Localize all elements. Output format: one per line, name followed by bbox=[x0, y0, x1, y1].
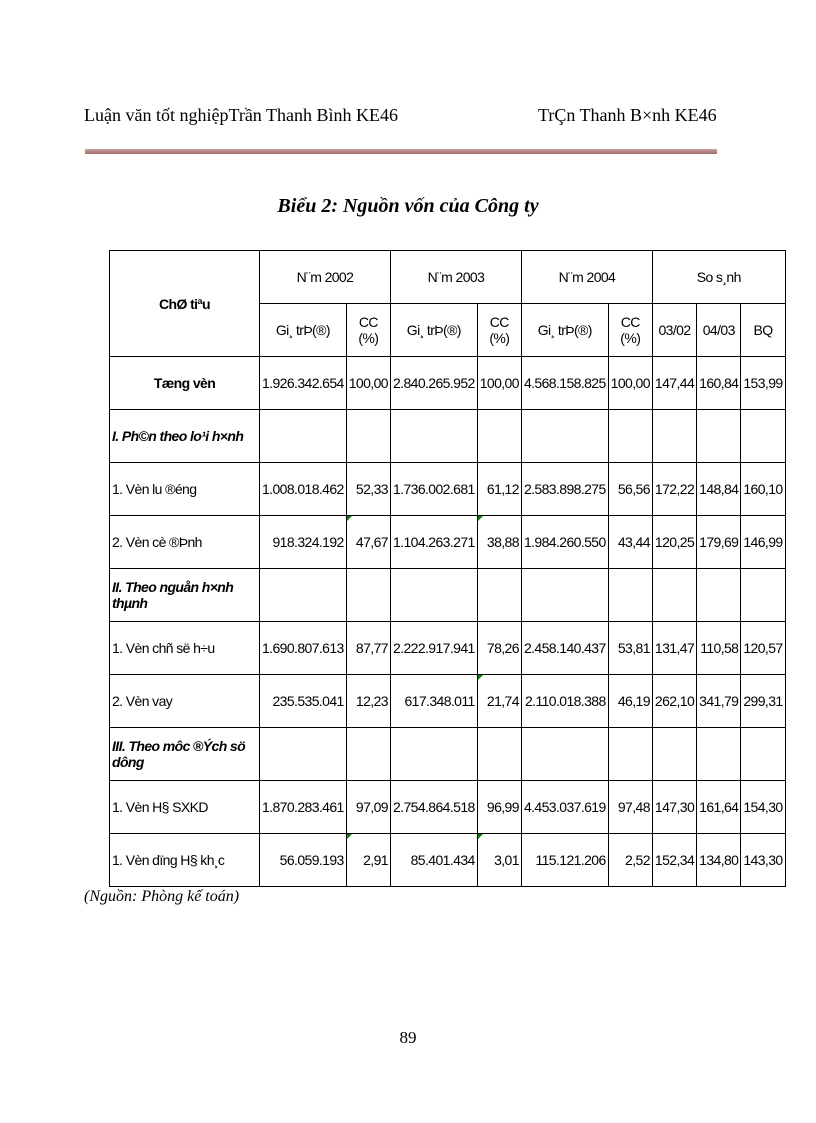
row-label: 1. Vèn dïng H§ kh¸c bbox=[110, 834, 260, 887]
table-cell: 341,79 bbox=[697, 675, 741, 728]
table-cell: 235.535.041 bbox=[260, 675, 347, 728]
table-cell: 2.458.140.437 bbox=[521, 622, 608, 675]
row-label: 1. Vèn H§ SXKD bbox=[110, 781, 260, 834]
table-cell bbox=[260, 569, 347, 622]
table-cell bbox=[390, 728, 477, 781]
compare-header: So s¸nh bbox=[652, 251, 785, 304]
table-cell bbox=[390, 569, 477, 622]
table-cell bbox=[608, 410, 652, 463]
value-header: Gi¸ trÞ(®) bbox=[390, 304, 477, 357]
table-cell: 100,00 bbox=[346, 357, 390, 410]
table-cell: 2.754.864.518 bbox=[390, 781, 477, 834]
capital-table bbox=[109, 250, 786, 887]
table-row bbox=[110, 834, 786, 887]
table-cell: 1.984.260.550 bbox=[521, 516, 608, 569]
source-note: (Nguồn: Phòng kế toán) bbox=[84, 888, 240, 905]
table-cell: 262,10 bbox=[652, 675, 696, 728]
table-cell: 2.222.917.941 bbox=[390, 622, 477, 675]
table-cell bbox=[741, 569, 785, 622]
table-cell: 2,52 bbox=[608, 834, 652, 887]
table-row bbox=[110, 781, 786, 834]
table-cell: 2.583.898.275 bbox=[521, 463, 608, 516]
year-header-2004: N¨m 2004 bbox=[521, 251, 652, 304]
table-cell bbox=[652, 569, 696, 622]
stub-header: ChØ tiªu bbox=[110, 251, 260, 357]
table-cell: 134,80 bbox=[697, 834, 741, 887]
table-cell: 87,77 bbox=[346, 622, 390, 675]
table-cell: 1.926.342.654 bbox=[260, 357, 347, 410]
table-cell: 152,34 bbox=[652, 834, 696, 887]
table-cell: 85.401.434 bbox=[390, 834, 477, 887]
table-cell bbox=[652, 728, 696, 781]
header-divider bbox=[85, 149, 717, 154]
table-cell: 56.059.193 bbox=[260, 834, 347, 887]
table-cell: 2.110.018.388 bbox=[521, 675, 608, 728]
value-header: Gi¸ trÞ(®) bbox=[521, 304, 608, 357]
row-label: 1. Vèn lu ®éng bbox=[110, 463, 260, 516]
table-cell bbox=[652, 410, 696, 463]
table-cell: 147,30 bbox=[652, 781, 696, 834]
page-number: 89 bbox=[399, 1028, 417, 1047]
table-cell: 1.104.263.271 bbox=[390, 516, 477, 569]
header-right-text: TrÇn Thanh B×nh KE46 bbox=[538, 105, 717, 125]
year-header-2003: N¨m 2003 bbox=[390, 251, 521, 304]
table-cell: 918.324.192 bbox=[260, 516, 347, 569]
table-cell: 115.121.206 bbox=[521, 834, 608, 887]
table-cell: 120,57 bbox=[741, 622, 785, 675]
table-cell bbox=[477, 569, 521, 622]
table-cell bbox=[741, 728, 785, 781]
table-cell bbox=[697, 569, 741, 622]
compare-col-bq: BQ bbox=[741, 304, 785, 357]
table-cell: 100,00 bbox=[477, 357, 521, 410]
table-cell: 1.690.807.613 bbox=[260, 622, 347, 675]
table-cell bbox=[346, 728, 390, 781]
table-cell: 3,01 bbox=[477, 834, 521, 887]
table-row bbox=[110, 622, 786, 675]
table-row bbox=[110, 728, 786, 781]
table-cell: 2.840.265.952 bbox=[390, 357, 477, 410]
table-cell: 52,33 bbox=[346, 463, 390, 516]
table-cell bbox=[697, 410, 741, 463]
compare-col-04-03: 04/03 bbox=[697, 304, 741, 357]
row-label: 2. Vèn vay bbox=[110, 675, 260, 728]
table-cell: 110,58 bbox=[697, 622, 741, 675]
pct-header: CC (%) bbox=[477, 304, 521, 357]
table-cell: 131,47 bbox=[652, 622, 696, 675]
table-cell: 47,67 bbox=[346, 516, 390, 569]
table-cell: 160,84 bbox=[697, 357, 741, 410]
table-cell: 154,30 bbox=[741, 781, 785, 834]
year-header-2002: N¨m 2002 bbox=[260, 251, 391, 304]
row-label: 2. Vèn cè ®Þnh bbox=[110, 516, 260, 569]
table-row bbox=[110, 516, 786, 569]
pct-header: CC (%) bbox=[608, 304, 652, 357]
table-cell: 46,19 bbox=[608, 675, 652, 728]
table-cell bbox=[608, 569, 652, 622]
table-cell: 61,12 bbox=[477, 463, 521, 516]
table-cell bbox=[521, 569, 608, 622]
table-cell bbox=[260, 410, 347, 463]
table-cell: 153,99 bbox=[741, 357, 785, 410]
table-cell bbox=[521, 728, 608, 781]
row-label: II. Theo nguån h×nh thµnh bbox=[110, 569, 260, 622]
value-header: Gi¸ trÞ(®) bbox=[260, 304, 347, 357]
table-cell: 143,30 bbox=[741, 834, 785, 887]
table-cell: 78,26 bbox=[477, 622, 521, 675]
table-cell: 161,64 bbox=[697, 781, 741, 834]
table-cell: 617.348.011 bbox=[390, 675, 477, 728]
table-cell bbox=[741, 410, 785, 463]
table-cell: 299,31 bbox=[741, 675, 785, 728]
table-cell: 160,10 bbox=[741, 463, 785, 516]
table-cell: 1.870.283.461 bbox=[260, 781, 347, 834]
table-cell: 97,48 bbox=[608, 781, 652, 834]
table-cell: 1.736.002.681 bbox=[390, 463, 477, 516]
table-cell: 179,69 bbox=[697, 516, 741, 569]
table-cell bbox=[390, 410, 477, 463]
table-cell: 172,22 bbox=[652, 463, 696, 516]
table-body bbox=[110, 357, 786, 887]
pct-header: CC (%) bbox=[346, 304, 390, 357]
table-cell bbox=[477, 410, 521, 463]
table-row bbox=[110, 357, 786, 410]
table-cell bbox=[521, 410, 608, 463]
row-label: I. Ph©n theo lo¹i h×nh bbox=[110, 410, 260, 463]
table-cell: 38,88 bbox=[477, 516, 521, 569]
table-cell bbox=[608, 728, 652, 781]
table-cell: 12,23 bbox=[346, 675, 390, 728]
table-cell: 43,44 bbox=[608, 516, 652, 569]
table-row bbox=[110, 410, 786, 463]
table-cell: 146,99 bbox=[741, 516, 785, 569]
table-cell bbox=[346, 410, 390, 463]
table-row bbox=[110, 463, 786, 516]
table-cell: 97,09 bbox=[346, 781, 390, 834]
table-cell: 120,25 bbox=[652, 516, 696, 569]
table-cell: 53,81 bbox=[608, 622, 652, 675]
table-cell: 147,44 bbox=[652, 357, 696, 410]
table-title: Biểu 2: Nguồn vốn của Công ty bbox=[277, 195, 539, 217]
table-cell: 21,74 bbox=[477, 675, 521, 728]
row-label: 1. Vèn chñ së h÷u bbox=[110, 622, 260, 675]
table-cell bbox=[346, 569, 390, 622]
table-cell: 56,56 bbox=[608, 463, 652, 516]
header-left-text: Luận văn tốt nghiệpTrần Thanh Bình KE46 bbox=[84, 105, 398, 125]
table-cell: 2,91 bbox=[346, 834, 390, 887]
row-label: Tæng vèn bbox=[110, 357, 260, 410]
row-label: III. Theo môc ®Ých sö dông bbox=[110, 728, 260, 781]
table-cell: 4.453.037.619 bbox=[521, 781, 608, 834]
table-cell: 100,00 bbox=[608, 357, 652, 410]
table-cell bbox=[477, 728, 521, 781]
table-cell bbox=[260, 728, 347, 781]
table-cell: 1.008.018.462 bbox=[260, 463, 347, 516]
table-cell: 96,99 bbox=[477, 781, 521, 834]
table-cell: 148,84 bbox=[697, 463, 741, 516]
compare-col-03-02: 03/02 bbox=[652, 304, 696, 357]
table-row bbox=[110, 569, 786, 622]
table-cell bbox=[697, 728, 741, 781]
table-cell: 4.568.158.825 bbox=[521, 357, 608, 410]
table-row bbox=[110, 675, 786, 728]
